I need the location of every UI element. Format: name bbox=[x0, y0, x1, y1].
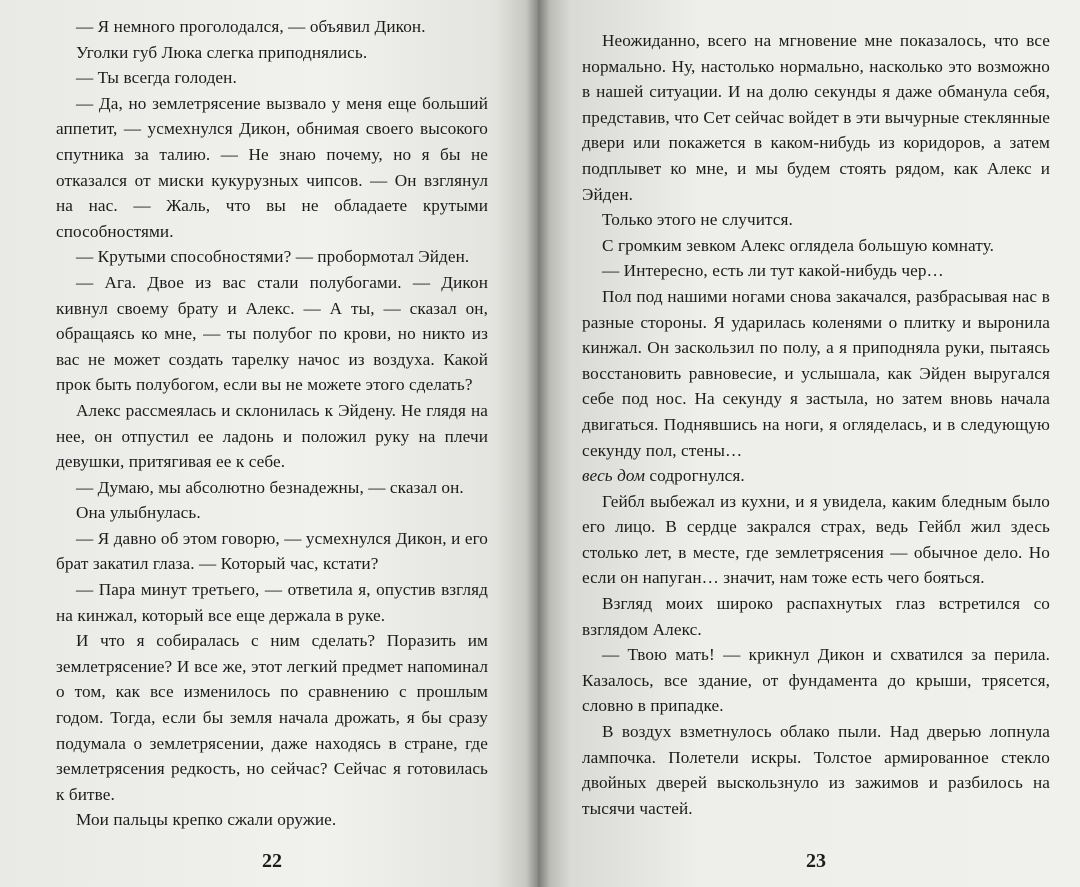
page-number-right: 23 bbox=[806, 850, 826, 872]
paragraph: — Я немного проголодался, — объявил Дикон. bbox=[76, 17, 426, 36]
paragraph: — Крутыми способностями? — пробормотал Эйден. bbox=[76, 247, 470, 267]
paragraph: — Твою мать! — крикнул Дикон и схватился за перила. Казалось, все здание, от фундамента до крыши, трясется, словно в припадке. bbox=[582, 645, 1050, 716]
fragment-after: содрогнулся. bbox=[645, 466, 745, 486]
paragraph: — Пара минут третьего, — ответила я, опустив взгляд на кинжал, который все еще держала в руке. bbox=[56, 580, 488, 625]
paragraph: — Ты всегда голоден. bbox=[76, 68, 237, 88]
paragraph: Алекс рассмеялась и склонилась к Эйдену. Не глядя на нее, он отпустил ее ладонь и положил руку на плечи девушки, притягивая ее к себе. bbox=[56, 400, 488, 472]
paragraph: И что я собиралась с ним сделать? Поразить им землетрясение? И все же, этот легкий предмет напоминал о том, как все изменилось по сравнению с прошлым годом. Тогда, если бы земля начала дрожать, я бы сразу подумала о землетрясении, даже находясь в стране, где землетрясения редкость, но сейчас? Сейчас я готовилась к битве. bbox=[56, 631, 488, 804]
paragraph: Пол под нашими ногами снова закачался, разбрасывая нас в разные стороны. Я ударилась коленями о плитку и выронила кинжал. Он заскользил по полу, а я приподняла руки, пытаясь восстановить равновесие, и услышала, как Эйден выругался себе под нос. На секунду я застыла, но затем вновь начала двигаться. Поднявшись на ноги, я огляделась, и в следующую секунду пол, стены… bbox=[582, 286, 1050, 460]
paragraph: С громким зевком Алекс оглядела большую комнату. bbox=[602, 235, 995, 255]
book-gutter-shadow bbox=[526, 0, 550, 887]
right-page-text bbox=[582, 28, 1050, 821]
paragraph: — Думаю, мы абсолютно безнадежны, — сказал он. bbox=[76, 477, 464, 497]
paragraph: В воздух взметнулось облако пыли. Над дверью лопнула лампочка. Полетели искры. Толстое армированное стекло двойных дверей выскользнуло из зажимов и разбилось на тысячи частей. bbox=[582, 722, 1050, 818]
paragraph: — Я давно об этом говорю, — усмехнулся Дикон, и его брат закатил глаза. — Который час, кстати? bbox=[56, 528, 488, 574]
paragraph: Уголки губ Люка слегка приподнялись. bbox=[76, 42, 368, 62]
page-number-left: 22 bbox=[262, 850, 282, 872]
left-page-text bbox=[56, 14, 488, 833]
italic-fragment: весь дом bbox=[582, 466, 646, 486]
paragraph: Только этого не случится. bbox=[602, 210, 793, 230]
paragraph: — Да, но землетрясение вызвало у меня еще больший аппетит, — усмехнулся Дикон, обнимая своего высокого спутника за талию. — Не знаю почему, но я бы не отказался от миски кукурузных чипсов. — Он взглянул на нас. — Жаль, что вы не обладаете крутыми способностями. bbox=[56, 93, 488, 241]
paragraph: — Интересно, есть ли тут какой-нибудь чер… bbox=[602, 261, 944, 281]
paragraph: Неожиданно, всего на мгновение мне показалось, что все нормально. Ну, настолько нормально, насколько это возможно в нашей ситуации. И на долю секунды я даже обманула себя, представив, что Сет сейчас войдет в эти вычурные стеклянные двери или покажется в каком-нибудь из коридоров, а затем подплывет ко мне, и мы будем стоять рядом, как Алекс и Эйден. bbox=[582, 31, 1050, 204]
paragraph: Мои пальцы крепко сжали оружие. bbox=[76, 810, 337, 830]
paragraph: — Ага. Двое из вас стали полубогами. — Дикон кивнул своему брату и Алекс. — А ты, — сказал он, обращаясь ко мне, — ты полубог по крови, но никто из вас не может создать тарелку начос из воздуха. Какой прок быть полубогом, если вы не можете этого сделать? bbox=[56, 272, 488, 395]
paragraph-continuation bbox=[582, 463, 1050, 489]
paragraph: Взгляд моих широко распахнутых глаз встретился со взглядом Алекс. bbox=[582, 594, 1050, 639]
paragraph: Она улыбнулась. bbox=[76, 503, 201, 523]
right-page bbox=[538, 0, 1080, 887]
paragraph: Гейбл выбежал из кухни, и я увидела, каким бледным было его лицо. В сердце закрался страх, ведь Гейбл жил здесь столько лет, в месте, где землетрясения — обычное дело. Но если он напуган… значит, нам тоже есть чего бояться. bbox=[582, 491, 1050, 588]
left-page bbox=[0, 0, 538, 887]
